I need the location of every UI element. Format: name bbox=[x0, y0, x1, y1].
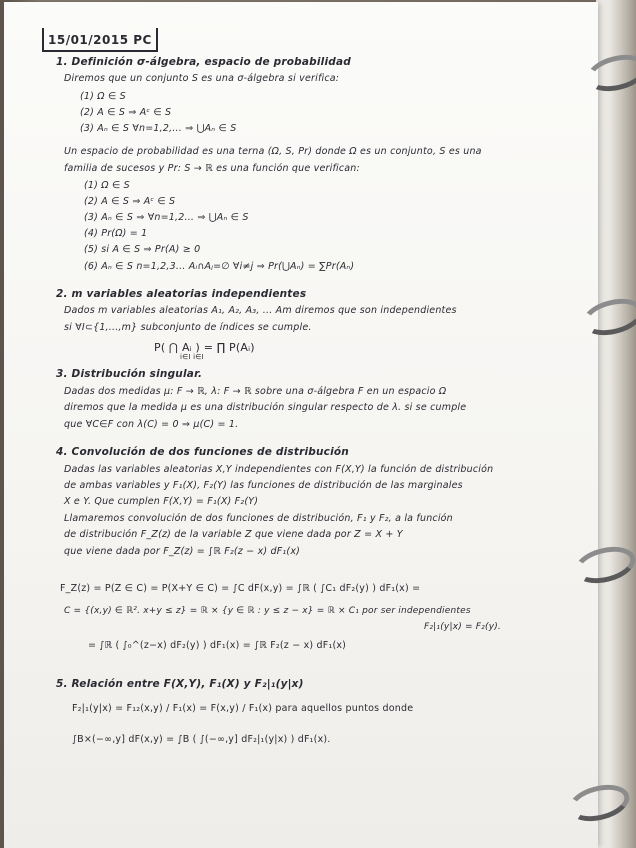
s2-formula: P( ⋂ Aᵢ ) = ∏ P(Aᵢ) bbox=[154, 341, 255, 354]
s3-line-2: diremos que la medida μ es una distribución singular respecto de λ. si se cumple bbox=[64, 402, 467, 413]
s5-line-2: ∫B×(−∞,y] dF(x,y) = ∫B ( ∫(−∞,y] dF₂|₁(y|x) ) dF₁(x). bbox=[72, 734, 331, 745]
s4-eq-4: = ∫ℝ ( ∫₀^(z−x) dF₂(y) ) dF₁(x) = ∫ℝ F₂(z − x) dF₁(x) bbox=[88, 640, 347, 651]
s4-line-5: de distribución F_Z(z) de la variable Z que viene dada por Z = X + Y bbox=[64, 529, 403, 540]
s2-line-1: Dados m variables aleatorias A₁, A₂, A₃, ... Am diremos que son independientes bbox=[64, 305, 457, 316]
s1-intro: Diremos que un conjunto S es una σ-álgebra si verifica: bbox=[64, 73, 340, 84]
s3-line-3: que ∀C∈F con λ(C) = 0 ⇒ μ(C) = 1. bbox=[64, 419, 239, 430]
s2-line-2: si ∀I⊂{1,...,m} subconjunto de índices se cumple. bbox=[64, 322, 312, 333]
s4-line-3: X e Y. Que cumplen F(X,Y) = F₁(X) F₂(Y) bbox=[64, 496, 259, 507]
s4-eq-1: F_Z(z) = P(Z ∈ C) = P(X+Y ∈ C) = ∫C dF(x,y) = ∫ℝ ( ∫C₁ dF₂(y) ) dF₁(x) = bbox=[60, 583, 421, 594]
binder-page-stack bbox=[596, 0, 636, 848]
s4-line-6: que viene dada por F_Z(z) = ∫ℝ F₂(z − x) dF₁(x) bbox=[64, 546, 301, 557]
section-5-title: 5. Relación entre F(X,Y), F₁(X) y F₂|₁(y|x) bbox=[56, 678, 304, 690]
s1-def-5: (5) si A ∈ S ⇒ Pr(A) ≥ 0 bbox=[84, 244, 201, 255]
s4-line-2: de ambas variables y F₁(X), F₂(Y) las funciones de distribución de las marginales bbox=[64, 480, 463, 491]
s1-def-3: (3) Aₙ ∈ S ⇒ ∀n=1,2... ⇒ ⋃Aₙ ∈ S bbox=[84, 212, 249, 223]
s1-prob-line-1: Un espacio de probabilidad es una terna (Ω, S, Pr) donde Ω es un conjunto, S es una bbox=[64, 146, 482, 157]
s4-line-4: Llamaremos convolución de dos funciones de distribución, F₁ y F₂, a la función bbox=[64, 513, 453, 524]
s1-def-2: (2) A ∈ S ⇒ Aᶜ ∈ S bbox=[84, 196, 176, 207]
s1-cond-1: (1) Ω ∈ S bbox=[80, 91, 126, 102]
s2-formula-indices: i∈I i∈I bbox=[180, 353, 204, 361]
s1-def-1: (1) Ω ∈ S bbox=[84, 180, 130, 191]
section-4-title: 4. Convolución de dos funciones de distribución bbox=[56, 446, 349, 458]
s1-def-4: (4) Pr(Ω) = 1 bbox=[84, 228, 148, 239]
s5-line-1: F₂|₁(y|x) = F₁₂(x,y) / F₁(x) = F(x,y) / F₁(x) para aquellos puntos donde bbox=[72, 703, 414, 714]
s1-cond-2: (2) A ∈ S ⇒ Aᶜ ∈ S bbox=[80, 107, 172, 118]
notebook-page bbox=[4, 2, 598, 848]
s4-eq-3: F₂|₁(y|x) = F₂(y). bbox=[424, 622, 501, 632]
s4-line-1: Dadas las variables aleatorias X,Y independientes con F(X,Y) la función de distribución bbox=[64, 464, 494, 475]
section-1-title: 1. Definición σ-álgebra, espacio de probabilidad bbox=[56, 56, 351, 68]
s4-eq-2: C = {(x,y) ∈ ℝ². x+y ≤ z} = ℝ × {y ∈ ℝ : y ≤ z − x} = ℝ × C₁ por ser independientes bbox=[64, 606, 471, 616]
section-3-title: 3. Distribución singular. bbox=[56, 368, 203, 380]
s3-line-1: Dadas dos medidas μ: F → ℝ, λ: F → ℝ sobre una σ-álgebra F en un espacio Ω bbox=[64, 386, 447, 397]
s1-prob-line-2: familia de sucesos y Pr: S → ℝ es una función que verifican: bbox=[64, 163, 360, 174]
s1-cond-3: (3) Aₙ ∈ S ∀n=1,2,... ⇒ ⋃Aₙ ∈ S bbox=[80, 123, 237, 134]
date-label: 15/01/2015 PC bbox=[48, 33, 152, 47]
s1-def-6: (6) Aₙ ∈ S n=1,2,3... Aᵢ∩Aⱼ=∅ ∀i≠j ⇒ Pr(⋃Aₙ) = ∑Pr(Aₙ) bbox=[84, 261, 355, 272]
section-2-title: 2. m variables aleatorias independientes bbox=[56, 288, 307, 300]
